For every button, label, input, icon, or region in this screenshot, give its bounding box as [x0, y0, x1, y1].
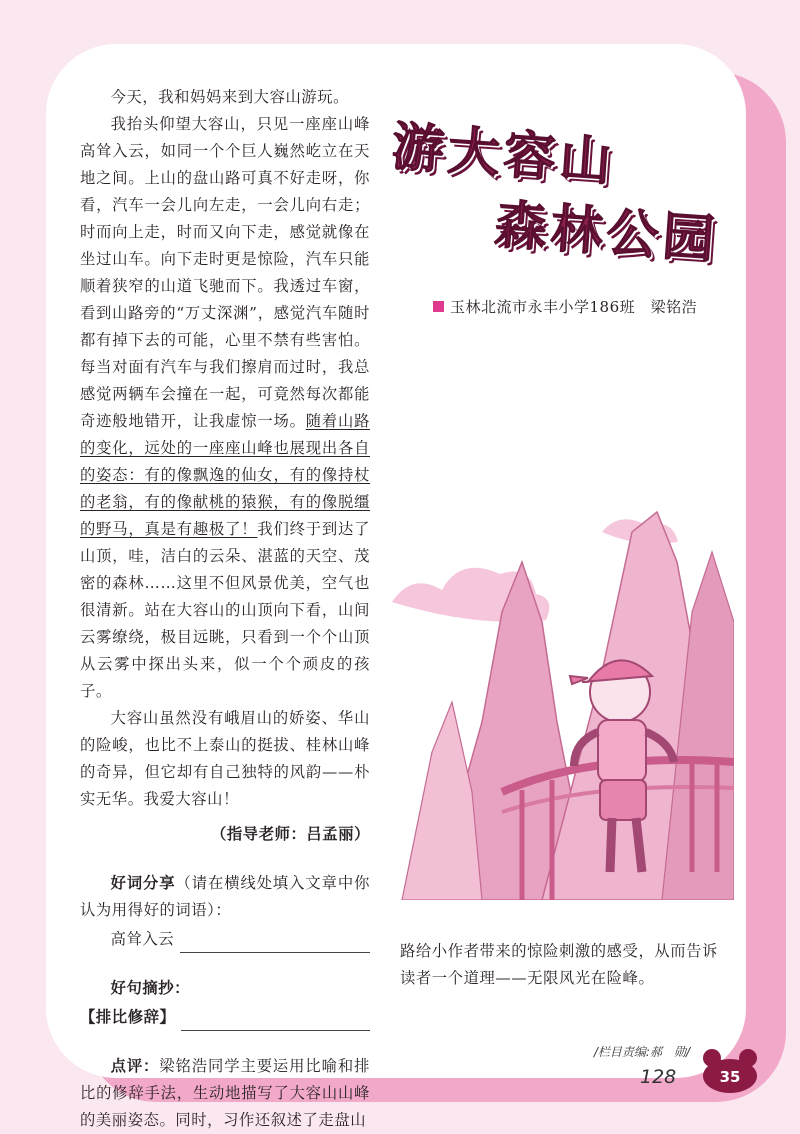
good-words-blank[interactable] — [180, 932, 370, 953]
article-body — [80, 84, 370, 1134]
comment-continued: 路给小作者带来的惊险刺激的感受，从而告诉读者一个道理——无限风光在险峰。 — [400, 942, 718, 987]
paragraph-2 — [80, 111, 370, 705]
title-line-2: 森林公园 — [492, 195, 721, 271]
title-line-1: 游大容山 — [389, 117, 618, 193]
boy-on-mountain-bridge-illustration — [392, 492, 734, 900]
good-sentence-fill-line — [80, 1004, 370, 1031]
good-words-instruction: （请在横线处填入文章中你认为用得好的词语）： — [80, 874, 370, 919]
underlined-sentence: 随着山路的变化，远处的一座座山峰也展现出各自的姿态：有的像飘逸的仙女，有的像持杖的老翁，有的像献桃的猿猴，有的像脱缰的野马，真是有趣极了！ — [80, 412, 371, 538]
comment-text: 梁铭浩同学主要运用比喻和排比的修辞手法，生动地描写了大容山山峰的美丽姿态。同时，习作还叙述了走盘山 — [80, 1057, 370, 1129]
good-sentence-blank[interactable] — [181, 1010, 370, 1031]
folio-number: 128 — [640, 1066, 677, 1088]
good-words-fill-line — [80, 926, 370, 953]
editor-credit: /栏目责编:郝 勋/ — [593, 1045, 690, 1059]
bullet-square-icon — [433, 301, 444, 312]
paragraph-3: 大容山虽然没有峨眉山的娇姿、华山的险峻，也比不上泰山的挺拔、桂林山峰的奇异，但它却有自己独特的风韵——朴实无华。我爱大容山！ — [80, 709, 370, 808]
good-words-heading: 好词分享 — [110, 874, 176, 892]
page-number-badge-icon — [700, 1048, 760, 1094]
good-words-example: 高耸入云 — [110, 930, 175, 948]
byline-text: 玉林北流市永丰小学186班 梁铭浩 — [450, 298, 698, 316]
byline — [433, 296, 697, 317]
comment-heading: 点评： — [110, 1057, 160, 1075]
good-sentence-heading: 好句摘抄： — [110, 979, 191, 997]
comment-block — [80, 1053, 370, 1134]
paragraph-2-text: 我抬头仰望大容山，只见一座座山峰高耸入云，如同一个个巨人巍然屹立在天地之间。上山的盘山路可真不好走呀，你看，汽车一会儿向左走，一会儿向右走；时而向上走，时而又向下走，感觉就像在坐过山车。向下走时更是惊险，汽车只能顺着狭窄的山道飞驰而下。我透过车窗，看到山路旁的“万丈深渊”，感觉汽车随时都有掉下去的可能，心里不禁有些害怕。每当对面有汽车与我们擦肩而过时，我总感觉两辆车会撞在一起，可竟然每次都能奇迹般地错开，让我虚惊一场。 — [80, 115, 370, 430]
teacher-note: （指导老师：吕孟丽） — [211, 825, 370, 843]
page-number: 35 — [719, 1068, 741, 1086]
good-sentence-tag: 【排比修辞】 — [80, 1008, 176, 1026]
paragraph-2-tail: 我们终于到达了山顶，哇，洁白的云朵、湛蓝的天空、茂密的森林……这里不但风景优美，空气也很清新。站在大容山的山顶向下看，山间云雾缭绕，极目远眺，只看到一个个山顶从云雾中探出头来，似一个个顽皮的孩子。 — [80, 520, 370, 700]
good-words-block — [80, 870, 370, 924]
paragraph-1: 今天，我和妈妈来到大容山游玩。 — [110, 88, 350, 106]
